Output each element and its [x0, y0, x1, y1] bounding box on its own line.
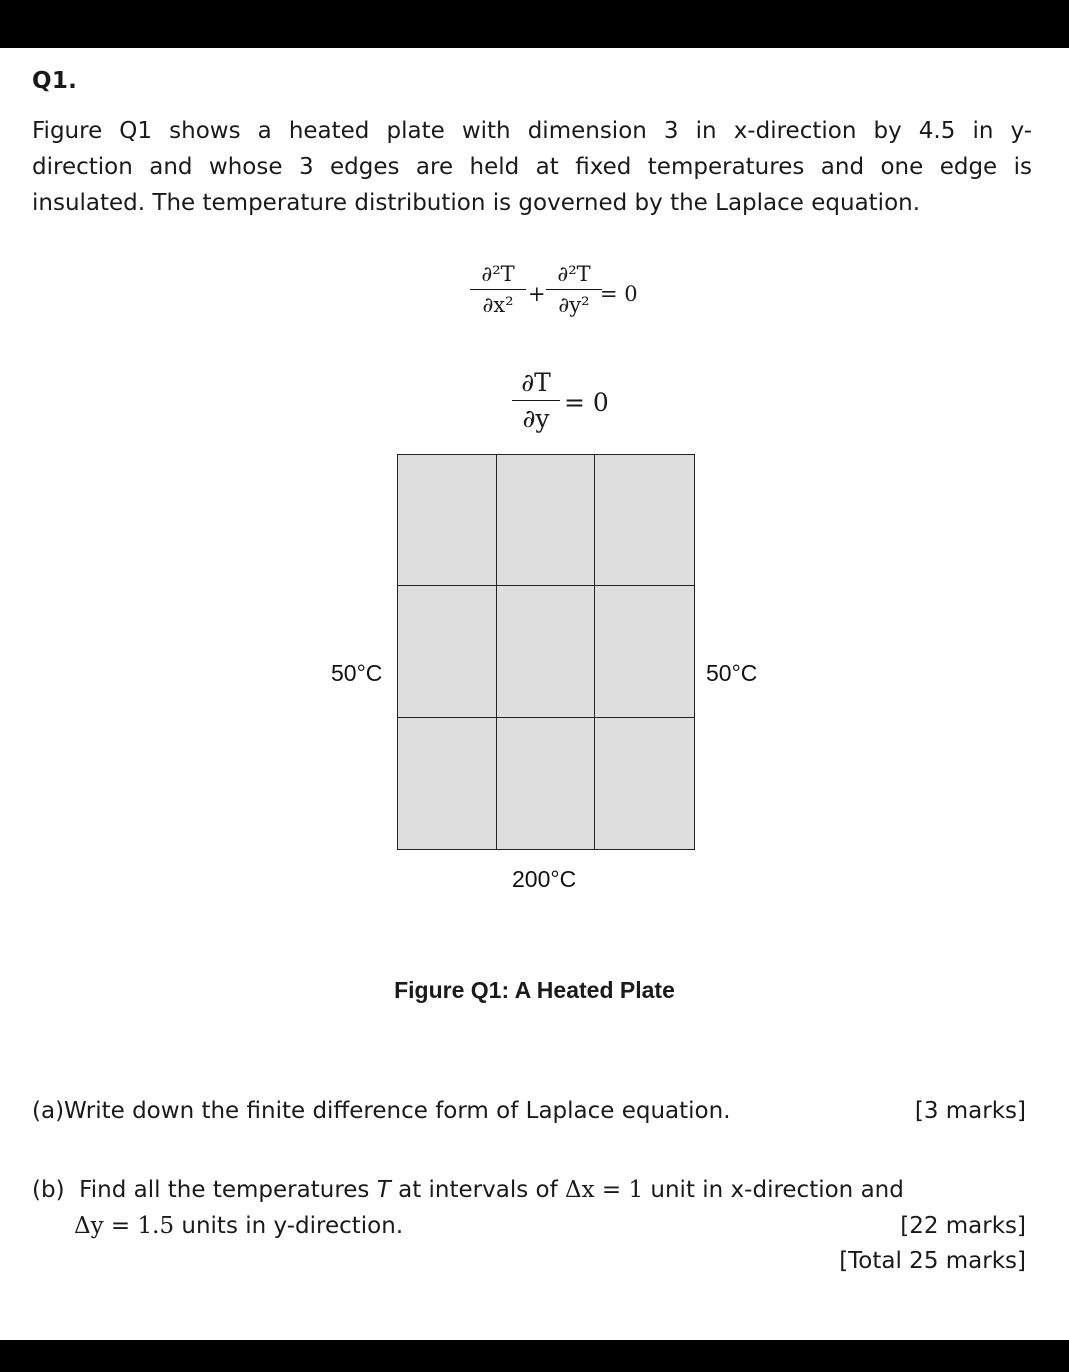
part-b-line-1	[32, 1172, 1026, 1208]
part-a-label: (a)	[32, 1098, 65, 1124]
grid-cell	[595, 586, 694, 717]
total-marks: [Total 25 marks]	[839, 1248, 1026, 1274]
part-b-marks: [22 marks]	[900, 1213, 1026, 1239]
part-b-line-2	[32, 1208, 1026, 1244]
term2-denominator: ∂y²	[558, 293, 590, 317]
bottom-black-bar	[0, 1340, 1069, 1372]
grid-cell	[497, 718, 596, 849]
part-a-text: Write down the finite difference form of Laplace equation.	[64, 1098, 731, 1124]
delta-y-expression: Δy = 1.5	[74, 1213, 175, 1239]
term1-numerator: ∂²T	[481, 262, 515, 286]
question-intro	[32, 113, 1032, 221]
bottom-edge-temperature: 200°C	[512, 866, 577, 892]
grid-cell	[595, 718, 694, 849]
right-edge-temperature: 50°C	[706, 660, 758, 686]
part-b-text-pre: Find all the temperatures	[79, 1177, 370, 1203]
top-black-bar	[0, 0, 1069, 48]
part-a-marks: [3 marks]	[914, 1098, 1026, 1124]
equals-zero: = 0	[600, 282, 638, 306]
left-edge-temperature: 50°C	[331, 660, 383, 686]
part-b-text-line2: units in y-direction.	[181, 1213, 404, 1239]
fraction-bar	[470, 289, 526, 290]
bc-equals-zero: = 0	[564, 388, 609, 417]
delta-x-expression: Δx = 1	[564, 1177, 644, 1203]
part-b-text-post: unit in x-direction and	[650, 1177, 904, 1203]
heated-plate-grid	[397, 454, 695, 850]
question-number: Q1.	[32, 68, 78, 94]
grid-cell	[398, 718, 497, 849]
term2-numerator: ∂²T	[557, 262, 591, 286]
grid-cell	[398, 455, 497, 586]
grid-cell	[595, 455, 694, 586]
fraction-bar	[546, 289, 602, 290]
grid-cell	[497, 455, 596, 586]
intro-line-3: insulated. The temperature distribution is governed by the Laplace equation.	[32, 190, 921, 216]
intro-line-2: direction and whose 3 edges are held at fixed temperatures and one edge is	[32, 154, 1032, 180]
variable-t: T	[376, 1177, 391, 1203]
bc-denominator: ∂y	[522, 404, 550, 433]
part-a	[32, 1094, 1026, 1128]
grid-cell	[398, 586, 497, 717]
figure-caption: Figure Q1: A Heated Plate	[394, 977, 675, 1003]
bc-numerator: ∂T	[521, 368, 551, 397]
part-b-label: (b)	[32, 1177, 65, 1203]
dt-dy-fraction	[512, 368, 560, 433]
plus-sign: +	[528, 282, 546, 306]
intro-line-1: Figure Q1 shows a heated plate with dimension 3 in x-direction by 4.5 in y-	[32, 118, 1032, 144]
part-b	[32, 1172, 1026, 1244]
d2t-dx2-fraction	[470, 262, 526, 317]
d2t-dy2-fraction	[546, 262, 602, 317]
part-b-text-mid: at intervals of	[398, 1177, 558, 1203]
fraction-bar	[512, 400, 560, 401]
term1-denominator: ∂x²	[482, 293, 514, 317]
grid-cell	[497, 586, 596, 717]
